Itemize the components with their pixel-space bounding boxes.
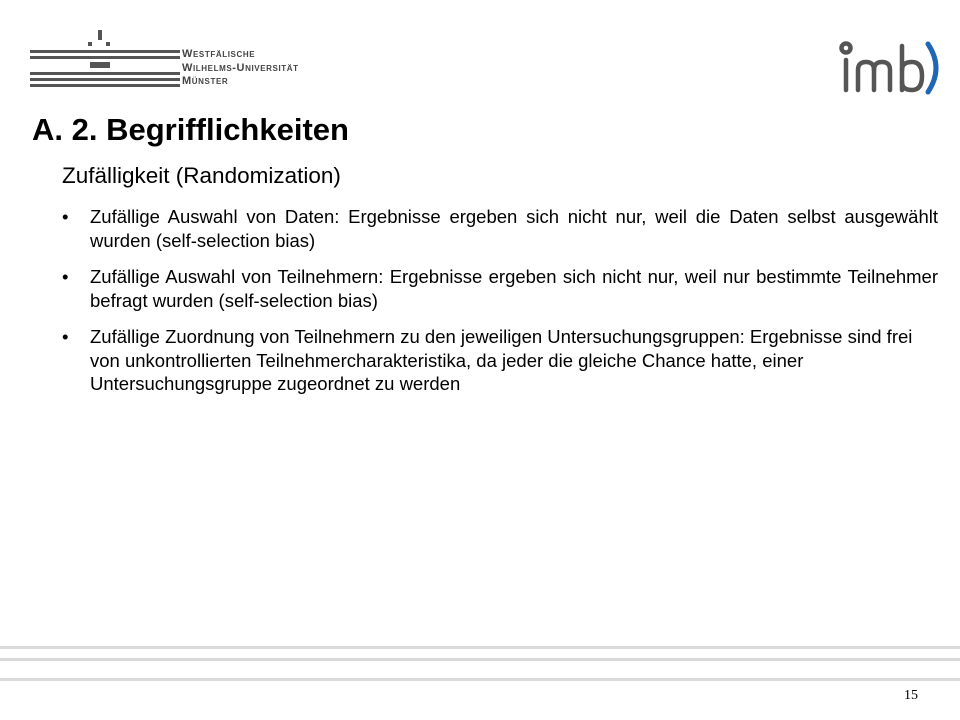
page-number: 15 bbox=[904, 688, 918, 703]
bullet-text: Zufällige Auswahl von Daten: Ergebnisse ergeben sich nicht nur, weil die Daten selbst ausgewählt wurden (self-selection bias) bbox=[90, 206, 938, 251]
university-name bbox=[182, 48, 299, 89]
university-name-line: Wilhelms-Universität bbox=[182, 61, 299, 74]
bullet-mark: • bbox=[62, 206, 69, 227]
footer-divider bbox=[0, 640, 960, 690]
university-name-line: Münster bbox=[182, 75, 229, 87]
bullet-list bbox=[62, 205, 938, 409]
list-item bbox=[62, 325, 938, 396]
slide-title: A. 2. Begrifflichkeiten bbox=[32, 112, 349, 147]
university-logo bbox=[30, 28, 320, 96]
wwu-emblem-icon bbox=[30, 28, 180, 96]
list-item bbox=[62, 265, 938, 312]
bullet-mark: • bbox=[62, 326, 69, 347]
bullet-text: Zufällige Auswahl von Teilnehmern: Ergebnisse ergeben sich nicht nur, weil nur bestimmte Teilnehmer befragt wurden (self-selection bias) bbox=[90, 266, 938, 311]
bullet-text: Zufällige Zuordnung von Teilnehmern zu den jeweiligen Untersuchungsgruppen: Ergebnisse sind frei von unkontrollierten Teilnehmercharakteristika, da jeder die gleiche Chance hatte, einer Untersuchungsgruppe zugeordnet zu werden bbox=[90, 326, 913, 394]
bullet-mark: • bbox=[62, 266, 69, 287]
slide-subtitle: Zufälligkeit (Randomization) bbox=[62, 163, 341, 188]
imb-logo-icon bbox=[836, 40, 942, 96]
university-name-line: Westfälische bbox=[182, 48, 256, 60]
list-item bbox=[62, 205, 938, 252]
